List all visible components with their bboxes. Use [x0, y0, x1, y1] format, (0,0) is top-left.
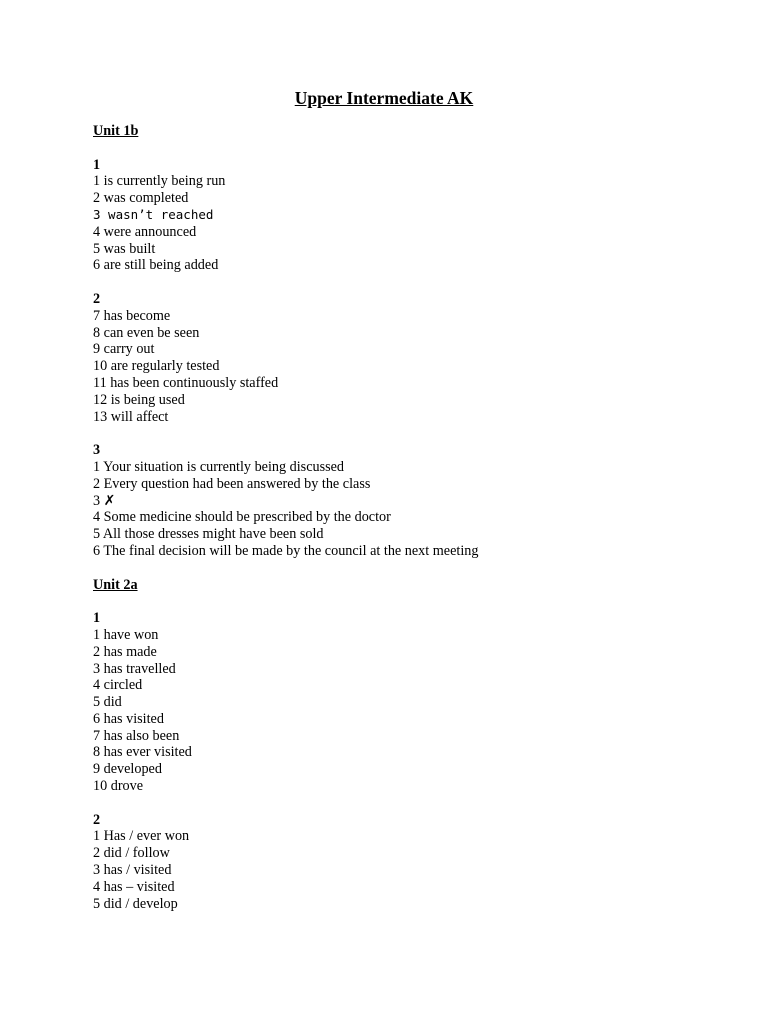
- answer-line: 6 are still being added: [93, 257, 219, 274]
- exercise-block: [93, 442, 733, 560]
- answer-line: 9 developed: [93, 761, 162, 778]
- answer-line: 11 has been continuously staffed: [93, 374, 279, 391]
- answer-line: 4 were announced: [93, 223, 197, 240]
- answer-line: 2 did / follow: [93, 845, 170, 862]
- answer-line: 2 Every question had been answered by the class: [93, 475, 371, 492]
- unit-heading: Unit 1b: [93, 123, 139, 139]
- answer-key-body: [93, 123, 733, 912]
- exercise-number: 3: [93, 442, 101, 459]
- answer-line: 2 has made: [93, 643, 157, 660]
- answer-line: 6 The final decision will be made by the council at the next meeting: [93, 542, 479, 559]
- answer-line: 3 has travelled: [93, 660, 176, 677]
- document-title: Upper Intermediate AK: [294, 88, 474, 108]
- exercise-block: [93, 610, 733, 795]
- answer-line: 4 has – visited: [93, 878, 175, 895]
- exercise-block: [93, 812, 733, 913]
- answer-line: 1 is currently being run: [93, 173, 226, 190]
- answer-line: 1 Has / ever won: [93, 828, 190, 845]
- answer-line: 12 is being used: [93, 391, 185, 408]
- answer-line: 3 wasn’t reached: [93, 206, 214, 222]
- unit-section: [93, 577, 733, 913]
- exercise-number: 1: [93, 610, 101, 627]
- exercise-block: [93, 291, 733, 425]
- answer-line: 4 circled: [93, 677, 143, 694]
- answer-line: 3 has / visited: [93, 862, 172, 879]
- answer-line: 13 will affect: [93, 408, 169, 425]
- exercise-number: 1: [93, 156, 101, 173]
- answer-line: 5 did / develop: [93, 895, 178, 912]
- answer-line: 8 has ever visited: [93, 744, 192, 761]
- answer-line-cross: 3 ✗: [93, 492, 116, 509]
- answer-line: 2 was completed: [93, 190, 189, 207]
- answer-line: 8 can even be seen: [93, 324, 200, 341]
- exercise-block: [93, 157, 733, 275]
- exercise-number: 2: [93, 811, 101, 828]
- answer-line: 5 did: [93, 694, 122, 711]
- answer-line: 10 are regularly tested: [93, 358, 220, 375]
- exercise-number: 2: [93, 290, 101, 307]
- answer-line: 1 Your situation is currently being discussed: [93, 458, 345, 475]
- answer-line: 10 drove: [93, 778, 144, 795]
- answer-line: 7 has become: [93, 307, 171, 324]
- answer-line: 9 carry out: [93, 341, 155, 358]
- answer-line: 6 has visited: [93, 710, 164, 727]
- answer-line: 5 was built: [93, 240, 156, 257]
- unit-section: [93, 123, 733, 577]
- answer-line: 7 has also been: [93, 727, 180, 744]
- answer-line: 5 All those dresses might have been sold: [93, 526, 324, 543]
- answer-line: 4 Some medicine should be prescribed by the doctor: [93, 509, 391, 526]
- unit-heading: Unit 2a: [93, 576, 138, 593]
- answer-line: 1 have won: [93, 626, 159, 643]
